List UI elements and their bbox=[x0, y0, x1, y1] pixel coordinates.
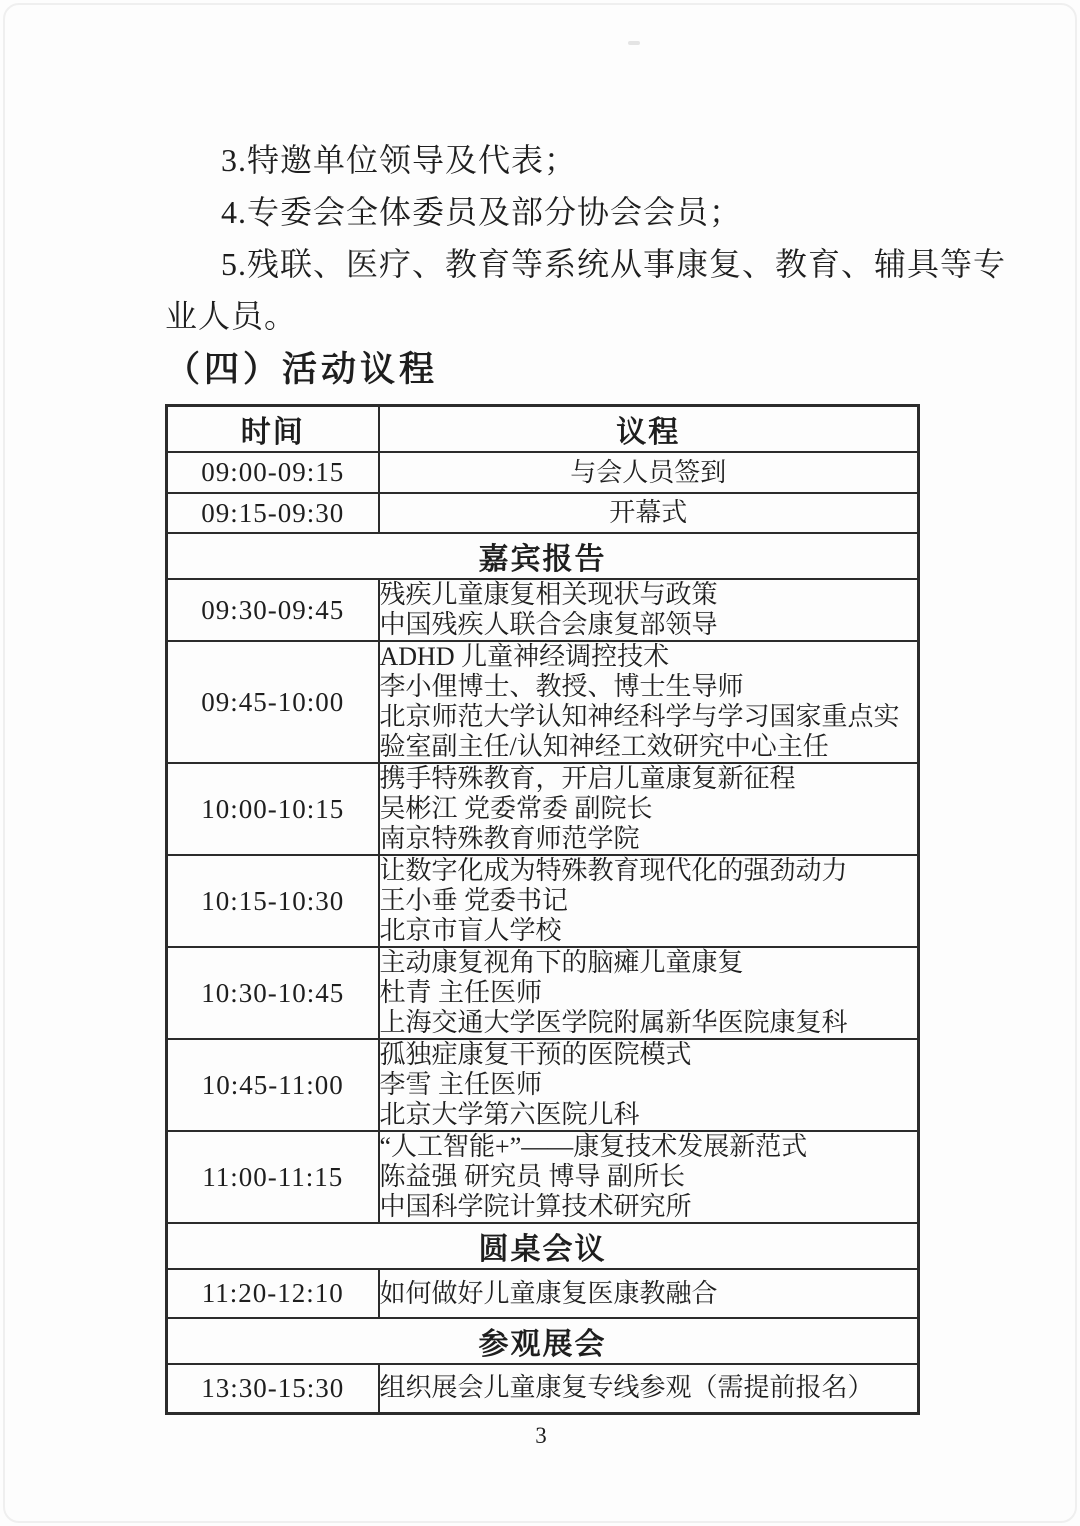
agenda-line: 北京师范大学认知神经科学与学习国家重点实 bbox=[379, 702, 900, 731]
agenda-cell bbox=[379, 855, 919, 947]
time-cell: 13:30-15:30 bbox=[167, 1364, 379, 1413]
agenda-cell bbox=[379, 763, 919, 855]
list-item-5-continuation: 业人员。 bbox=[165, 298, 298, 334]
time-cell: 10:30-10:45 bbox=[167, 947, 379, 1039]
agenda-line: 上海交通大学医学院附属新华医院康复科 bbox=[379, 1008, 848, 1037]
agenda-line: 让数字化成为特殊教育现代化的强劲动力 bbox=[379, 856, 848, 885]
section-label: 参观展会 bbox=[167, 1318, 919, 1364]
table-row bbox=[167, 493, 919, 533]
time-cell: 10:15-10:30 bbox=[167, 855, 379, 947]
table-row bbox=[167, 947, 919, 1039]
time-cell: 11:00-11:15 bbox=[167, 1131, 379, 1223]
table-row bbox=[167, 641, 919, 763]
agenda-cell bbox=[379, 947, 919, 1039]
agenda-line: 北京大学第六医院儿科 bbox=[379, 1100, 640, 1129]
time-cell: 10:00-10:15 bbox=[167, 763, 379, 855]
agenda-line: “人工智能+”——康复技术发展新范式 bbox=[379, 1132, 808, 1161]
agenda-line: 杜青 主任医师 bbox=[379, 978, 543, 1007]
section-row bbox=[167, 533, 919, 579]
time-cell: 09:00-09:15 bbox=[167, 452, 379, 493]
agenda-line: 中国科学院计算技术研究所 bbox=[379, 1192, 692, 1221]
scan-artifact bbox=[628, 41, 640, 45]
agenda-cell bbox=[379, 579, 919, 641]
agenda-cell bbox=[379, 1364, 919, 1413]
time-cell: 09:45-10:00 bbox=[167, 641, 379, 763]
column-header-agenda: 议程 bbox=[379, 406, 919, 453]
agenda-line: ADHD 儿童神经调控技术 bbox=[379, 642, 670, 671]
agenda-line: 携手特殊教育，开启儿童康复新征程 bbox=[379, 764, 796, 793]
table-row bbox=[167, 855, 919, 947]
agenda-line: 吴彬江 党委常委 副院长 bbox=[379, 794, 653, 823]
agenda-line: 陈益强 研究员 博导 副所长 bbox=[379, 1162, 686, 1191]
agenda-line: 与会人员签到 bbox=[570, 457, 727, 487]
section-label: 嘉宾报告 bbox=[167, 533, 919, 579]
agenda-line: 李小俚博士、教授、博士生导师 bbox=[379, 672, 744, 701]
attendee-list bbox=[165, 134, 1007, 342]
table-row bbox=[167, 579, 919, 641]
agenda-line: 如何做好儿童康复医康教融合 bbox=[379, 1278, 718, 1308]
agenda-line: 南京特殊教育师范学院 bbox=[379, 824, 640, 853]
section-row bbox=[167, 1223, 919, 1269]
agenda-line: 北京市盲人学校 bbox=[379, 916, 562, 945]
agenda-line: 开幕式 bbox=[609, 498, 688, 527]
agenda-cell bbox=[379, 1269, 919, 1318]
agenda-line: 主动康复视角下的脑瘫儿童康复 bbox=[379, 948, 744, 977]
time-cell: 10:45-11:00 bbox=[167, 1039, 379, 1131]
agenda-cell bbox=[379, 493, 919, 533]
table-row bbox=[167, 1269, 919, 1318]
agenda-cell bbox=[379, 452, 919, 493]
table-row bbox=[167, 1364, 919, 1413]
list-item-3: 3.特邀单位领导及代表； bbox=[221, 142, 578, 178]
page-number: 3 bbox=[535, 1422, 547, 1448]
table-row bbox=[167, 452, 919, 493]
agenda-cell bbox=[379, 641, 919, 763]
agenda-cell bbox=[379, 1131, 919, 1223]
agenda-line: 孤独症康复干预的医院模式 bbox=[379, 1040, 692, 1069]
time-cell: 09:30-09:45 bbox=[167, 579, 379, 641]
list-item-4: 4.专委会全体委员及部分协会会员； bbox=[221, 194, 743, 230]
time-cell: 09:15-09:30 bbox=[167, 493, 379, 533]
document-content bbox=[165, 134, 1007, 1449]
agenda-line: 王小垂 党委书记 bbox=[379, 886, 569, 915]
section-row bbox=[167, 1318, 919, 1364]
column-header-time: 时间 bbox=[167, 406, 379, 453]
table-row bbox=[167, 1039, 919, 1131]
section-heading-agenda: （四）活动议程 bbox=[165, 350, 439, 389]
agenda-line: 李雪 主任医师 bbox=[379, 1070, 543, 1099]
time-cell: 11:20-12:10 bbox=[167, 1269, 379, 1318]
section-label: 圆桌会议 bbox=[167, 1223, 919, 1269]
agenda-table bbox=[165, 404, 920, 1415]
table-row bbox=[167, 1131, 919, 1223]
agenda-line: 中国残疾人联合会康复部领导 bbox=[379, 610, 718, 639]
agenda-line: 组织展会儿童康复专线参观（需提前报名） bbox=[379, 1373, 874, 1403]
agenda-cell bbox=[379, 1039, 919, 1131]
table-header-row bbox=[167, 406, 919, 453]
table-row bbox=[167, 763, 919, 855]
agenda-line: 残疾儿童康复相关现状与政策 bbox=[379, 580, 718, 609]
agenda-line: 验室副主任/认知神经工效研究中心主任 bbox=[379, 732, 829, 761]
list-item-5: 5.残联、医疗、教育等系统从事康复、教育、辅具等专 bbox=[221, 246, 1007, 282]
